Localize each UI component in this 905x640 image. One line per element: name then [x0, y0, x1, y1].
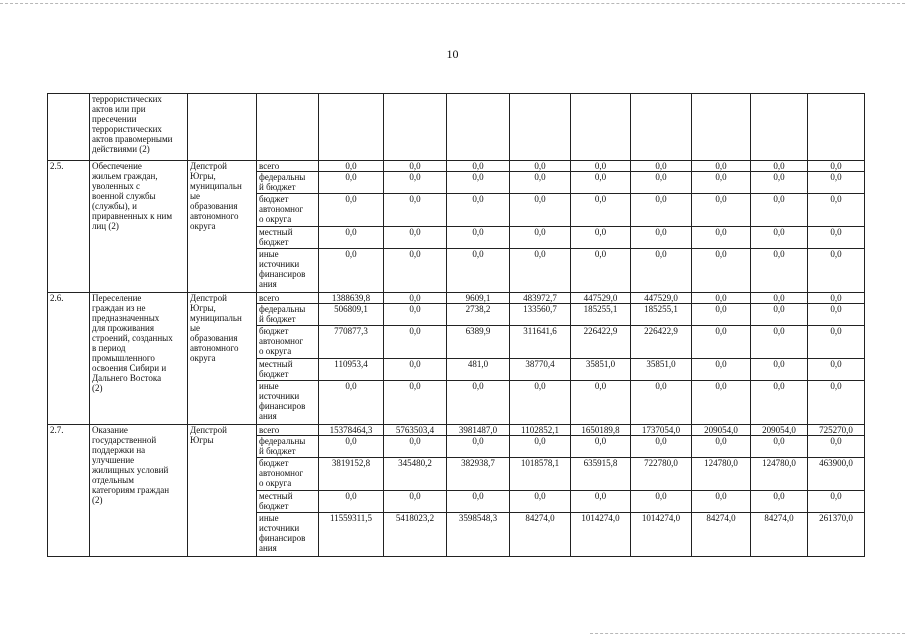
value-cell: 0,0 [692, 172, 751, 194]
value-cell: 0,0 [751, 194, 808, 227]
continuation-value-cell [751, 94, 808, 161]
funding-source-cell: всего [257, 425, 319, 436]
value-cell: 0,0 [571, 194, 631, 227]
value-cell: 0,0 [384, 304, 447, 326]
value-cell: 0,0 [631, 172, 692, 194]
value-cell: 0,0 [571, 227, 631, 249]
funding-source-cell: бюджет автономног о округа [257, 194, 319, 227]
value-cell: 84274,0 [692, 513, 751, 557]
value-cell: 382938,7 [447, 458, 510, 491]
value-cell: 0,0 [808, 381, 865, 425]
value-cell: 0,0 [571, 491, 631, 513]
value-cell: 345480,2 [384, 458, 447, 491]
continuation-value-cell [631, 94, 692, 161]
value-cell: 0,0 [319, 161, 384, 172]
value-cell: 0,0 [751, 304, 808, 326]
value-cell: 0,0 [384, 249, 447, 293]
value-cell: 0,0 [447, 227, 510, 249]
value-cell: 0,0 [808, 436, 865, 458]
value-cell: 0,0 [384, 359, 447, 381]
value-cell: 0,0 [751, 249, 808, 293]
value-cell: 3598548,3 [447, 513, 510, 557]
section-code-cell: 2.5. [48, 161, 90, 293]
scan-top-edge [0, 3, 905, 4]
continuation-code-cell [48, 94, 90, 161]
value-cell: 0,0 [808, 304, 865, 326]
value-cell: 0,0 [692, 227, 751, 249]
financing-table [47, 93, 865, 557]
value-cell: 1018578,1 [510, 458, 571, 491]
funding-source-cell: местный бюджет [257, 491, 319, 513]
value-cell: 0,0 [692, 359, 751, 381]
value-cell: 38770,4 [510, 359, 571, 381]
value-cell: 0,0 [319, 194, 384, 227]
value-cell: 0,0 [319, 227, 384, 249]
value-cell: 311641,6 [510, 326, 571, 359]
value-cell: 1014274,0 [631, 513, 692, 557]
value-cell: 0,0 [571, 161, 631, 172]
section-title-cell: Обеспечение жильем граждан, уволенных с военной службы (службы), и приравненных к ним лиц (2) [90, 161, 188, 293]
value-cell: 0,0 [692, 293, 751, 304]
value-cell: 11559311,5 [319, 513, 384, 557]
value-cell: 447529,0 [631, 293, 692, 304]
value-cell: 1102852,1 [510, 425, 571, 436]
value-cell: 0,0 [319, 491, 384, 513]
value-cell: 0,0 [510, 227, 571, 249]
funding-source-cell: иные источники финансиров ания [257, 249, 319, 293]
value-cell: 0,0 [808, 161, 865, 172]
funding-source-cell: местный бюджет [257, 227, 319, 249]
value-cell: 0,0 [631, 381, 692, 425]
value-cell: 481,0 [447, 359, 510, 381]
value-cell: 0,0 [447, 172, 510, 194]
value-cell: 0,0 [631, 436, 692, 458]
scan-bottom-edge [590, 633, 905, 634]
continuation-source-cell [257, 94, 319, 161]
value-cell: 84274,0 [751, 513, 808, 557]
section-executor-cell: Депстрой Югры, муниципальн ые образования автономного округа [188, 161, 257, 293]
value-cell: 124780,0 [751, 458, 808, 491]
value-cell: 0,0 [510, 491, 571, 513]
value-cell: 5418023,2 [384, 513, 447, 557]
value-cell: 124780,0 [692, 458, 751, 491]
continuation-value-cell [808, 94, 865, 161]
value-cell: 0,0 [631, 161, 692, 172]
continuation-value-cell [319, 94, 384, 161]
value-cell: 0,0 [319, 381, 384, 425]
value-cell: 3819152,8 [319, 458, 384, 491]
value-cell: 0,0 [510, 172, 571, 194]
funding-source-cell: всего [257, 293, 319, 304]
value-cell: 0,0 [384, 381, 447, 425]
table-row-continuation [48, 94, 865, 161]
value-cell: 463900,0 [808, 458, 865, 491]
value-cell: 0,0 [631, 249, 692, 293]
funding-source-cell: местный бюджет [257, 359, 319, 381]
value-cell: 0,0 [384, 436, 447, 458]
value-cell: 0,0 [631, 227, 692, 249]
value-cell: 0,0 [751, 436, 808, 458]
value-cell: 0,0 [808, 359, 865, 381]
continuation-value-cell [510, 94, 571, 161]
continuation-value-cell [384, 94, 447, 161]
value-cell: 0,0 [384, 293, 447, 304]
value-cell: 0,0 [692, 194, 751, 227]
section-code-cell: 2.7. [48, 425, 90, 557]
funding-source-cell: федеральны й бюджет [257, 304, 319, 326]
value-cell: 770877,3 [319, 326, 384, 359]
value-cell: 0,0 [447, 436, 510, 458]
value-cell: 0,0 [384, 326, 447, 359]
continuation-title-cell: террористических актов или при пресечении террористических актов правомерными действиями (2) [90, 94, 188, 161]
value-cell: 1388639,8 [319, 293, 384, 304]
value-cell: 0,0 [319, 249, 384, 293]
value-cell: 722780,0 [631, 458, 692, 491]
table-row [48, 425, 865, 436]
value-cell: 0,0 [751, 227, 808, 249]
value-cell: 0,0 [319, 172, 384, 194]
continuation-value-cell [692, 94, 751, 161]
funding-source-cell: иные источники финансиров ания [257, 381, 319, 425]
value-cell: 0,0 [384, 161, 447, 172]
value-cell: 1014274,0 [571, 513, 631, 557]
value-cell: 35851,0 [571, 359, 631, 381]
value-cell: 0,0 [510, 249, 571, 293]
value-cell: 0,0 [384, 491, 447, 513]
value-cell: 6389,9 [447, 326, 510, 359]
value-cell: 5763503,4 [384, 425, 447, 436]
value-cell: 0,0 [447, 381, 510, 425]
page-number: 10 [446, 47, 459, 61]
section-executor-cell: Депстрой Югры, муниципальн ые образования автономного округа [188, 293, 257, 425]
continuation-value-cell [447, 94, 510, 161]
value-cell: 0,0 [808, 293, 865, 304]
value-cell: 0,0 [808, 227, 865, 249]
value-cell: 261370,0 [808, 513, 865, 557]
value-cell: 0,0 [447, 194, 510, 227]
funding-source-cell: бюджет автономног о округа [257, 458, 319, 491]
section-title-cell: Переселение граждан из не предназначенных для проживания строений, созданных в период промышленного освоения Сибири и Дальнего Востока (2) [90, 293, 188, 425]
value-cell: 0,0 [571, 249, 631, 293]
value-cell: 447529,0 [571, 293, 631, 304]
value-cell: 226422,9 [571, 326, 631, 359]
value-cell: 635915,8 [571, 458, 631, 491]
value-cell: 0,0 [808, 194, 865, 227]
value-cell: 0,0 [751, 293, 808, 304]
value-cell: 35851,0 [631, 359, 692, 381]
value-cell: 0,0 [808, 249, 865, 293]
value-cell: 185255,1 [571, 304, 631, 326]
value-cell: 0,0 [692, 491, 751, 513]
value-cell: 15378464,3 [319, 425, 384, 436]
funding-source-cell: федеральны й бюджет [257, 172, 319, 194]
value-cell: 0,0 [447, 161, 510, 172]
value-cell: 0,0 [384, 194, 447, 227]
value-cell: 0,0 [510, 436, 571, 458]
value-cell: 0,0 [571, 381, 631, 425]
funding-source-cell: федеральны й бюджет [257, 436, 319, 458]
value-cell: 0,0 [692, 436, 751, 458]
value-cell: 1650189,8 [571, 425, 631, 436]
value-cell: 0,0 [692, 304, 751, 326]
value-cell: 133560,7 [510, 304, 571, 326]
funding-source-cell: иные источники финансиров ания [257, 513, 319, 557]
continuation-value-cell [571, 94, 631, 161]
value-cell: 0,0 [808, 172, 865, 194]
value-cell: 185255,1 [631, 304, 692, 326]
value-cell: 0,0 [751, 326, 808, 359]
value-cell: 0,0 [510, 381, 571, 425]
value-cell: 226422,9 [631, 326, 692, 359]
value-cell: 0,0 [808, 491, 865, 513]
value-cell: 0,0 [384, 227, 447, 249]
value-cell: 0,0 [808, 326, 865, 359]
value-cell: 0,0 [510, 161, 571, 172]
table-row [48, 293, 865, 304]
value-cell: 0,0 [384, 172, 447, 194]
value-cell: 506809,1 [319, 304, 384, 326]
value-cell: 2738,2 [447, 304, 510, 326]
value-cell: 483972,7 [510, 293, 571, 304]
value-cell: 0,0 [571, 436, 631, 458]
value-cell: 0,0 [751, 359, 808, 381]
value-cell: 0,0 [447, 249, 510, 293]
section-executor-cell: Депстрой Югры [188, 425, 257, 557]
value-cell: 0,0 [751, 381, 808, 425]
value-cell: 0,0 [692, 161, 751, 172]
value-cell: 0,0 [510, 194, 571, 227]
continuation-executor-cell [188, 94, 257, 161]
value-cell: 0,0 [692, 249, 751, 293]
value-cell: 0,0 [751, 161, 808, 172]
value-cell: 3981487,0 [447, 425, 510, 436]
value-cell: 209054,0 [751, 425, 808, 436]
table-body [48, 94, 865, 557]
value-cell: 0,0 [447, 491, 510, 513]
value-cell: 110953,4 [319, 359, 384, 381]
funding-source-cell: всего [257, 161, 319, 172]
value-cell: 0,0 [571, 172, 631, 194]
value-cell: 0,0 [631, 491, 692, 513]
value-cell: 209054,0 [692, 425, 751, 436]
section-code-cell: 2.6. [48, 293, 90, 425]
table-row [48, 161, 865, 172]
value-cell: 1737054,0 [631, 425, 692, 436]
value-cell: 84274,0 [510, 513, 571, 557]
value-cell: 0,0 [692, 326, 751, 359]
value-cell: 0,0 [751, 491, 808, 513]
value-cell: 0,0 [319, 436, 384, 458]
value-cell: 725270,0 [808, 425, 865, 436]
value-cell: 9609,1 [447, 293, 510, 304]
value-cell: 0,0 [631, 194, 692, 227]
value-cell: 0,0 [692, 381, 751, 425]
section-title-cell: Оказание государственной поддержки на улучшение жилищных условий отдельным категориям граждан (2) [90, 425, 188, 557]
value-cell: 0,0 [751, 172, 808, 194]
funding-source-cell: бюджет автономног о округа [257, 326, 319, 359]
